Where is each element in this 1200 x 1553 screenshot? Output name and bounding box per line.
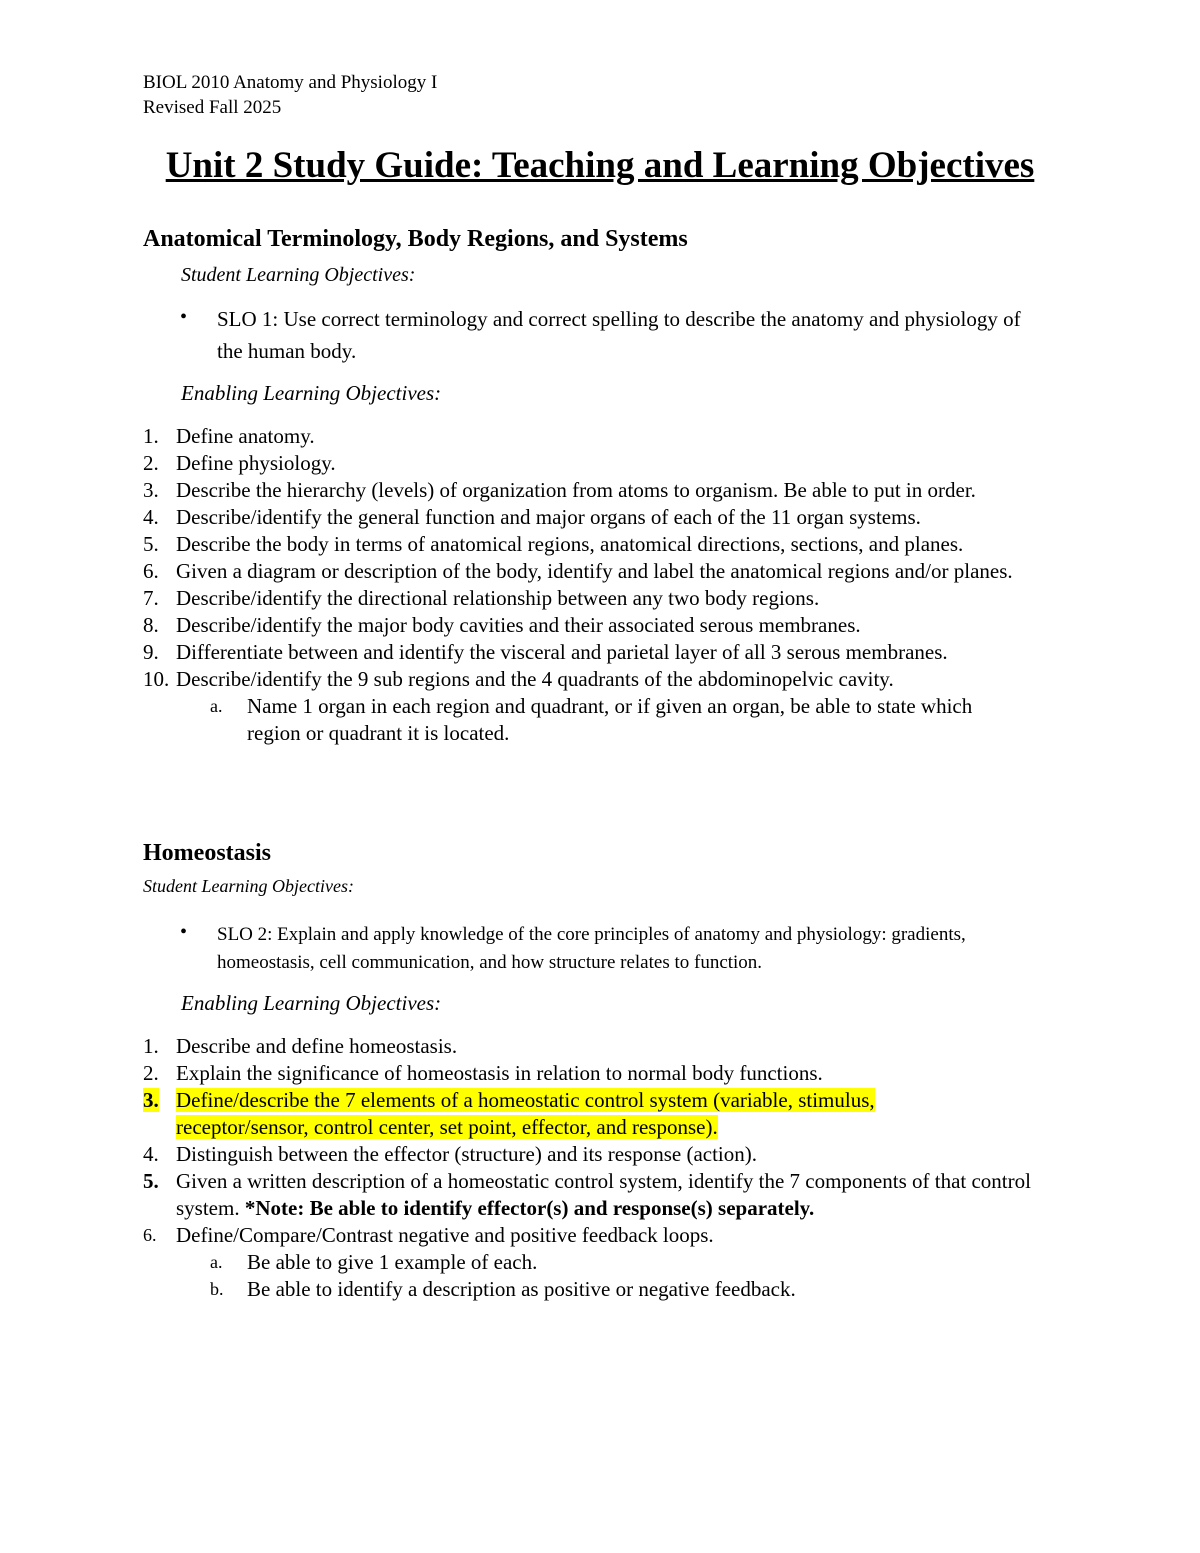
list-text: Be able to identify a description as positive or negative feedback. [247, 1277, 796, 1301]
list-item [143, 450, 1083, 477]
list-number: 2. [143, 1061, 159, 1085]
list-note: *Note: Be able to identify effector(s) and response(s) separately. [244, 1196, 815, 1220]
list-number: 7. [143, 586, 159, 610]
list-text: Define physiology. [176, 451, 336, 475]
list-item [143, 558, 1083, 585]
section2-objectives-list [143, 1033, 1083, 1303]
list-number: 3. [143, 1088, 159, 1112]
list-item [143, 639, 1083, 666]
list-number: 9. [143, 640, 159, 664]
list-number: 5. [143, 1169, 159, 1193]
list-item [143, 477, 1083, 504]
section1-objectives-list [143, 423, 1083, 747]
page-title: Unit 2 Study Guide: Teaching and Learning Objectives [165, 145, 1035, 186]
list-text: Be able to give 1 example of each. [247, 1250, 538, 1274]
list-number: 10. [143, 667, 170, 691]
list-text: Describe/identify the 9 sub regions and the 4 quadrants of the abdominopelvic cavity. [176, 667, 894, 691]
revision-date: Revised Fall 2025 [143, 97, 282, 118]
list-text: Given a diagram or description of the body, identify and label the anatomical regions and/or planes. [176, 559, 1013, 583]
list-text: Describe/identify the general function and major organs of each of the 11 organ systems. [176, 505, 921, 529]
list-text: Define anatomy. [176, 424, 315, 448]
list-letter: a. [210, 1252, 223, 1272]
slo-heading: Student Learning Objectives: [181, 264, 416, 286]
list-number: 5. [143, 532, 159, 556]
list-item [143, 1060, 1083, 1087]
list-letter: b. [210, 1279, 224, 1299]
list-sub-item [143, 693, 1083, 747]
list-number: 8. [143, 613, 159, 637]
list-item [143, 423, 1083, 450]
section-heading-homeostasis: Homeostasis [143, 840, 271, 866]
list-text: Describe/identify the directional relationship between any two body regions. [176, 586, 820, 610]
elo-heading: Enabling Learning Objectives: [181, 381, 442, 405]
highlighted-text: Define/describe the 7 elements of a homeostatic control system (variable, stimulus, receptor/sensor, control center, set point, effector, and response). [176, 1088, 875, 1139]
list-text-main: Given a written description of a homeostatic control system, identify the 7 components of that control system. [176, 1169, 1031, 1220]
list-number: 2. [143, 451, 159, 475]
list-item [143, 1168, 1083, 1222]
list-text: Explain the significance of homeostasis in relation to normal body functions. [176, 1061, 823, 1085]
list-text: Differentiate between and identify the visceral and parietal layer of all 3 serous membranes. [176, 640, 948, 664]
list-text: Describe and define homeostasis. [176, 1034, 458, 1058]
list-text: Describe the body in terms of anatomical regions, anatomical directions, sections, and planes. [176, 532, 964, 556]
list-text: Describe the hierarchy (levels) of organization from atoms to organism. Be able to put in order. [176, 478, 976, 502]
list-number: 4. [143, 1142, 159, 1166]
list-item [143, 1141, 1083, 1168]
list-text: Name 1 organ in each region and quadrant, or if given an organ, be able to state which region or quadrant it is located. [247, 694, 973, 745]
list-number: 6. [143, 1225, 157, 1245]
slo-1-text: SLO 1: Use correct terminology and correct spelling to describe the anatomy and physiology of the human body. [217, 307, 1021, 363]
section-heading-anatomical-terminology: Anatomical Terminology, Body Regions, and Systems [143, 226, 688, 252]
list-number: 4. [143, 505, 159, 529]
list-number: 1. [143, 1034, 159, 1058]
list-item [143, 612, 1083, 639]
list-text [176, 1168, 1036, 1222]
list-text: Describe/identify the major body cavities and their associated serous membranes. [176, 613, 861, 637]
slo-2-text: SLO 2: Explain and apply knowledge of the core principles of anatomy and physiology: gradients, homeostasis, cell communication, and how structure relates to function. [217, 924, 966, 973]
list-item [143, 1033, 1083, 1060]
elo-heading: Enabling Learning Objectives: [181, 991, 442, 1015]
list-text: Define/Compare/Contrast negative and positive feedback loops. [176, 1223, 714, 1247]
list-sub-item [143, 1249, 1083, 1276]
list-item [143, 504, 1083, 531]
list-item [143, 666, 1083, 693]
list-text [176, 1087, 976, 1141]
bullet-icon: • [180, 921, 188, 943]
list-item-highlighted [143, 1087, 1083, 1141]
bullet-icon: • [180, 306, 188, 328]
list-text: Distinguish between the effector (structure) and its response (action). [176, 1142, 758, 1166]
list-number: 3. [143, 478, 159, 502]
list-item [143, 585, 1083, 612]
course-name: BIOL 2010 Anatomy and Physiology I [143, 72, 438, 93]
list-sub-item [143, 1276, 1083, 1303]
list-item [143, 531, 1083, 558]
list-number: 6. [143, 559, 159, 583]
list-number: 1. [143, 424, 159, 448]
list-letter: a. [210, 696, 223, 716]
list-item [143, 1222, 1083, 1249]
slo-heading: Student Learning Objectives: [143, 876, 354, 896]
